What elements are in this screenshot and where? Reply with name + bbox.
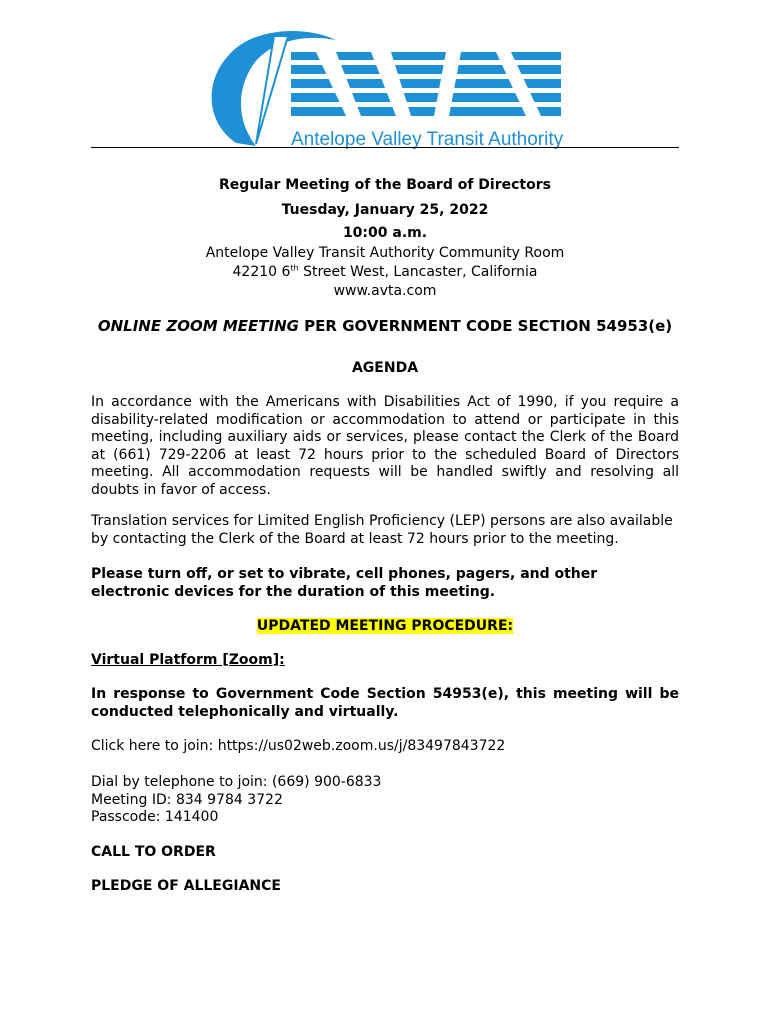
avta-logo (196, 28, 566, 150)
agenda-label: AGENDA (351, 360, 419, 376)
virtual-platform-heading: Virtual Platform [Zoom]: (91, 652, 285, 668)
zoom-join-link[interactable]: Click here to join: https://us02web.zoom.us/j/83497843722 (91, 738, 506, 754)
zoom-heading-rest: PER GOVERNMENT CODE SECTION 54953(e) (298, 317, 673, 335)
call-to-order: CALL TO ORDER (91, 844, 216, 860)
dial-in: Dial by telephone to join: (669) 900-6833 (91, 774, 382, 790)
meeting-venue: Antelope Valley Transit Authority Community Room (205, 245, 565, 261)
meeting-id: Meeting ID: 834 9784 3722 (91, 792, 283, 808)
zoom-heading-italic: ONLINE ZOOM MEETING (97, 317, 299, 335)
website-link[interactable]: www.avta.com (333, 283, 437, 299)
address-ordinal: th (290, 263, 299, 273)
meeting-date: Tuesday, January 25, 2022 (281, 202, 489, 218)
response-paragraph: In response to Government Code Section 54953(e), this meeting will be conducted telephonically and virtually. (91, 686, 679, 720)
updated-procedure (0, 616, 770, 636)
updated-procedure-highlight: UPDATED MEETING PROCEDURE: (256, 618, 514, 634)
zoom-heading (0, 316, 770, 336)
header-rule (91, 147, 679, 148)
address-number: 42210 6 (232, 264, 291, 280)
meeting-time: 10:00 a.m. (342, 225, 428, 241)
meeting-address (0, 262, 770, 282)
devices-notice: Please turn off, or set to vibrate, cell phones, pagers, and other electronic devices for the duration of this meeting. (91, 566, 598, 600)
logo-subtitle: Antelope Valley Transit Authority (291, 129, 564, 150)
ada-paragraph: In accordance with the Americans with Disabilities Act of 1990, if you require a disability-related modification or accommodation to attend or participate in this meeting, including auxiliary aids or services, please contact the Clerk of the Board at (661) 729-2206 at least 72 hours prior to the scheduled Board of Directors meeting. All accommodation requests will be handled swiftly and resolving all doubts in favor of access. (91, 394, 679, 498)
passcode: Passcode: 141400 (91, 809, 219, 825)
meeting-title: Regular Meeting of the Board of Directors (219, 177, 551, 193)
translation-paragraph: Translation services for Limited English Proficiency (LEP) persons are also available by contacting the Clerk of the Board at least 72 hours prior to the meeting. (91, 513, 673, 547)
pledge-of-allegiance: PLEDGE OF ALLEGIANCE (91, 878, 281, 894)
logo-lettering (291, 52, 561, 116)
address-rest: Street West, Lancaster, California (298, 264, 538, 280)
